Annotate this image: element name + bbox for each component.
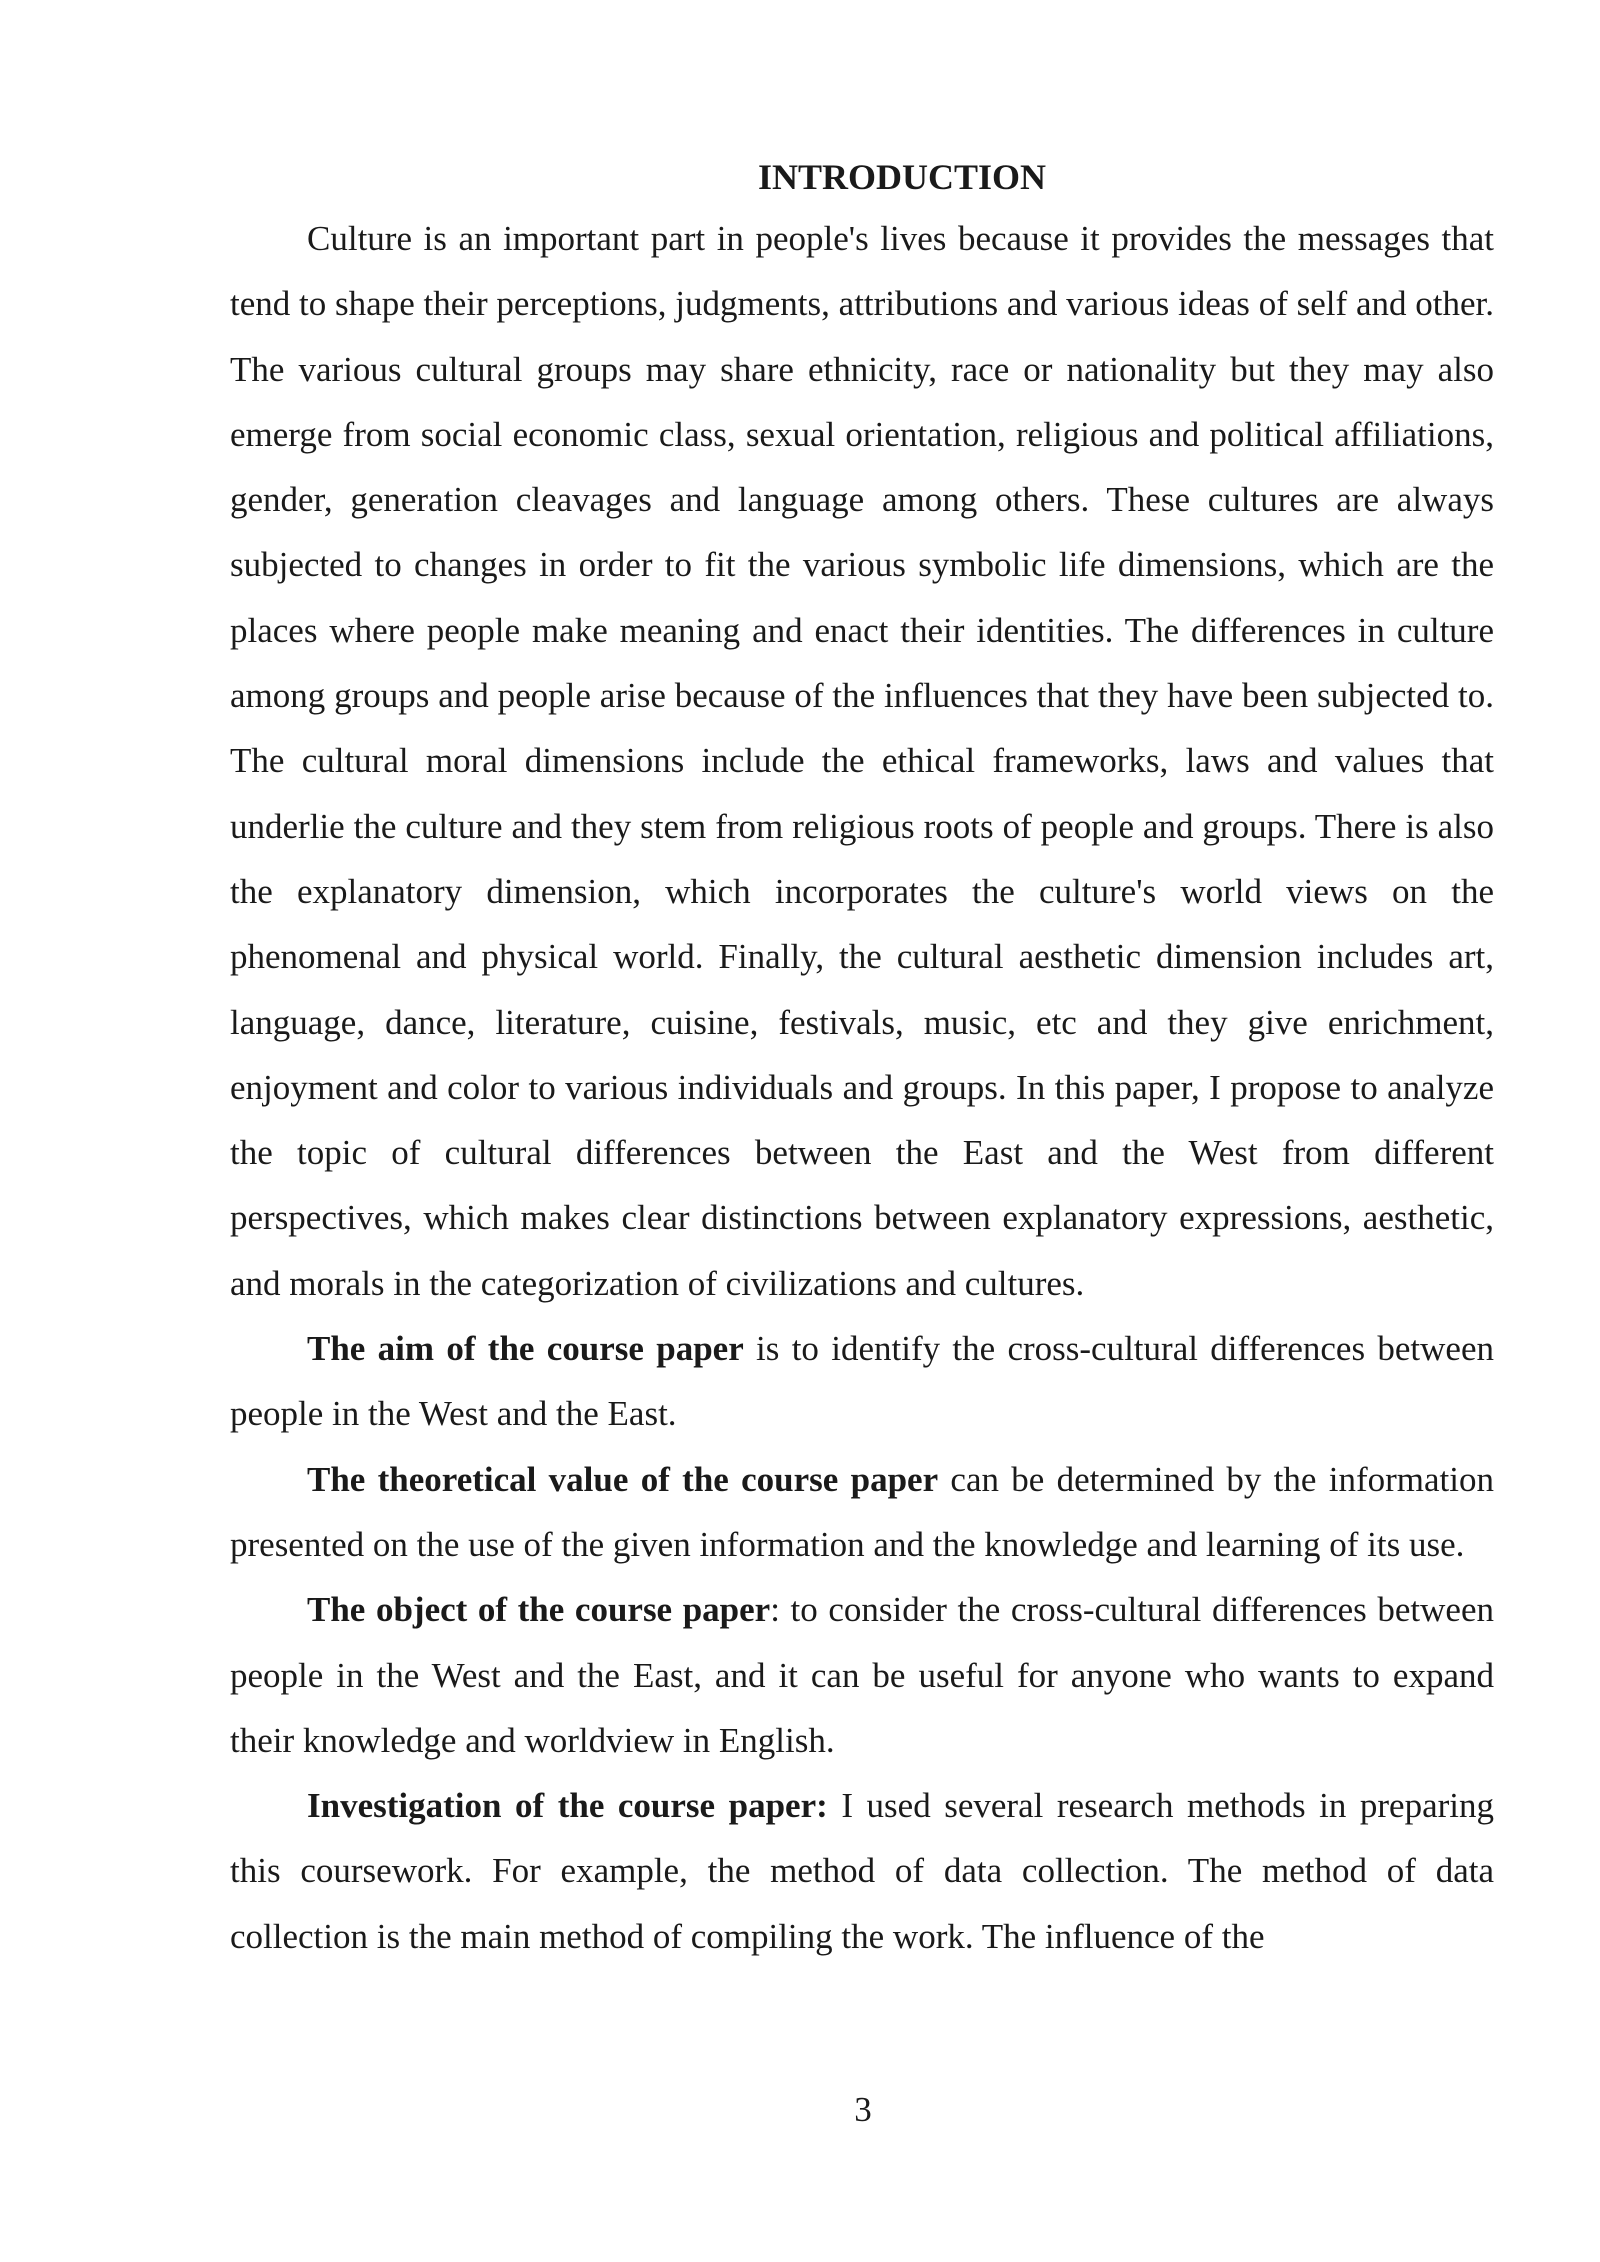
paragraph-intro [230,206,1494,1316]
paragraph-text: Culture is an important part in people's lives because it provides the messages that tend to shape their perceptions, judgments, attributions and various ideas of self and other. The various cultural groups may share ethnicity, race or nationality but they may also emerge from social economic class, sexual orientation, religious and political affiliations, gender, generation cleavages and language among others. These cultures are always subjected to changes in order to fit the various symbolic life dimensions, which are the places where people make meaning and enact their identities. The differences in culture among groups and people arise because of the influences that they have been subjected to. The cultural moral dimensions include the ethical frameworks, laws and values that underlie the culture and they stem from religious roots of people and groups. There is also the explanatory dimension, which incorporates the culture's world views on the phenomenal and physical world. Finally, the cultural aesthetic dimension includes art, language, dance, literature, cuisine, festivals, music, etc and they give enrichment, enjoyment and color to various individuals and groups. In this paper, I propose to analyze the topic of cultural differences between the East and the West from different perspectives, which makes clear distinctions between explanatory expressions, aesthetic, and morals in the categorization of civilizations and cultures. [230,219,1494,1303]
paragraph-lead: The object of the course paper [307,1590,771,1630]
paragraph-text: I used several research methods in preparing this coursework. For example, the method of data collection. The method of data collection is the main method of compiling the work. The influence of the [230,1786,1495,1956]
paragraph-theoretical-value [230,1447,1494,1578]
paragraph-investigation [230,1773,1494,1969]
paragraph-lead: Investigation of the course paper: [307,1786,828,1826]
paragraph-lead: The theoretical value of the course paper [307,1459,939,1499]
page-body [230,148,1494,1969]
paragraph-object [230,1577,1494,1773]
section-heading: INTRODUCTION [757,157,1047,197]
paragraph-aim [230,1316,1494,1447]
paragraph-text: : to consider the cross-cultural differences between people in the West and the East, and it can be useful for anyone who wants to expand their knowledge and worldview in English. [230,1590,1494,1760]
paragraph-text: can be determined by the information presented on the use of the given information and the knowledge and learning of its use. [230,1459,1494,1564]
page-number: 3 [854,2090,872,2129]
paragraph-lead: The aim of the course paper [307,1329,744,1369]
paragraph-text: is to identify the cross-cultural differences between people in the West and the East. [230,1329,1494,1434]
